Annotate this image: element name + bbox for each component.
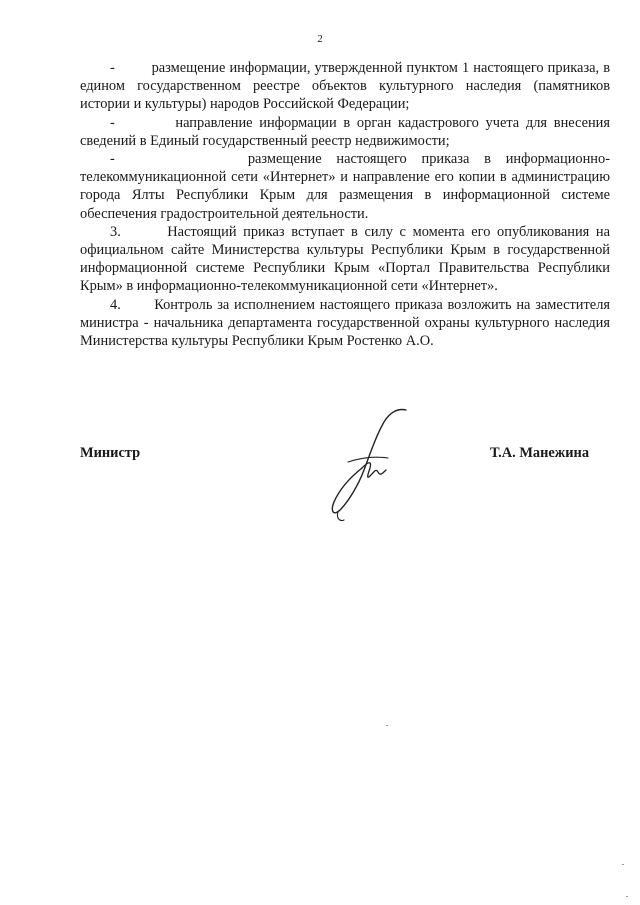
scan-speck (622, 864, 624, 865)
document-body (80, 59, 610, 350)
signatory-role: Министр (80, 445, 141, 461)
signatory-name: Т.А. Манежина (490, 445, 590, 461)
paragraph-bullet-publication: - размещение настоящего приказа в информационно-телекоммуникационной сети «Интернет» и направление его копии в администрацию города Ялты Республики Крым для размещения в информационной системе обеспечения градостроительной деятельности. (80, 151, 610, 222)
page-number: 2 (317, 33, 323, 45)
paragraph-bullet-cadastre: - направление информации в орган кадастрового учета для внесения сведений в Единый государственный реестр недвижимости; (80, 114, 610, 149)
handwritten-signature (318, 402, 418, 527)
paragraph-item-4: 4. Контроль за исполнением настоящего приказа возложить на заместителя министра - начальника департамента государственной охраны культурного наследия Министерства культуры Республики Крым Ростенко А.О. (80, 296, 610, 350)
scan-speck (626, 896, 628, 897)
paragraph-bullet-register: - размещение информации, утвержденной пунктом 1 настоящего приказа, в едином государственном реестре объектов культурного наследия (памятников истории и культуры) народов Российской Федерации; (80, 60, 610, 113)
paragraph-item-3: 3. Настоящий приказ вступает в силу с момента его опубликования на официальном сайте Министерства культуры Республики Крым в государственной информационной системе Республики Крым «Портал Правительства Республики Крым» в информационно-телекоммуникационной сети «Интернет». (80, 223, 610, 295)
scan-speck (386, 725, 388, 726)
